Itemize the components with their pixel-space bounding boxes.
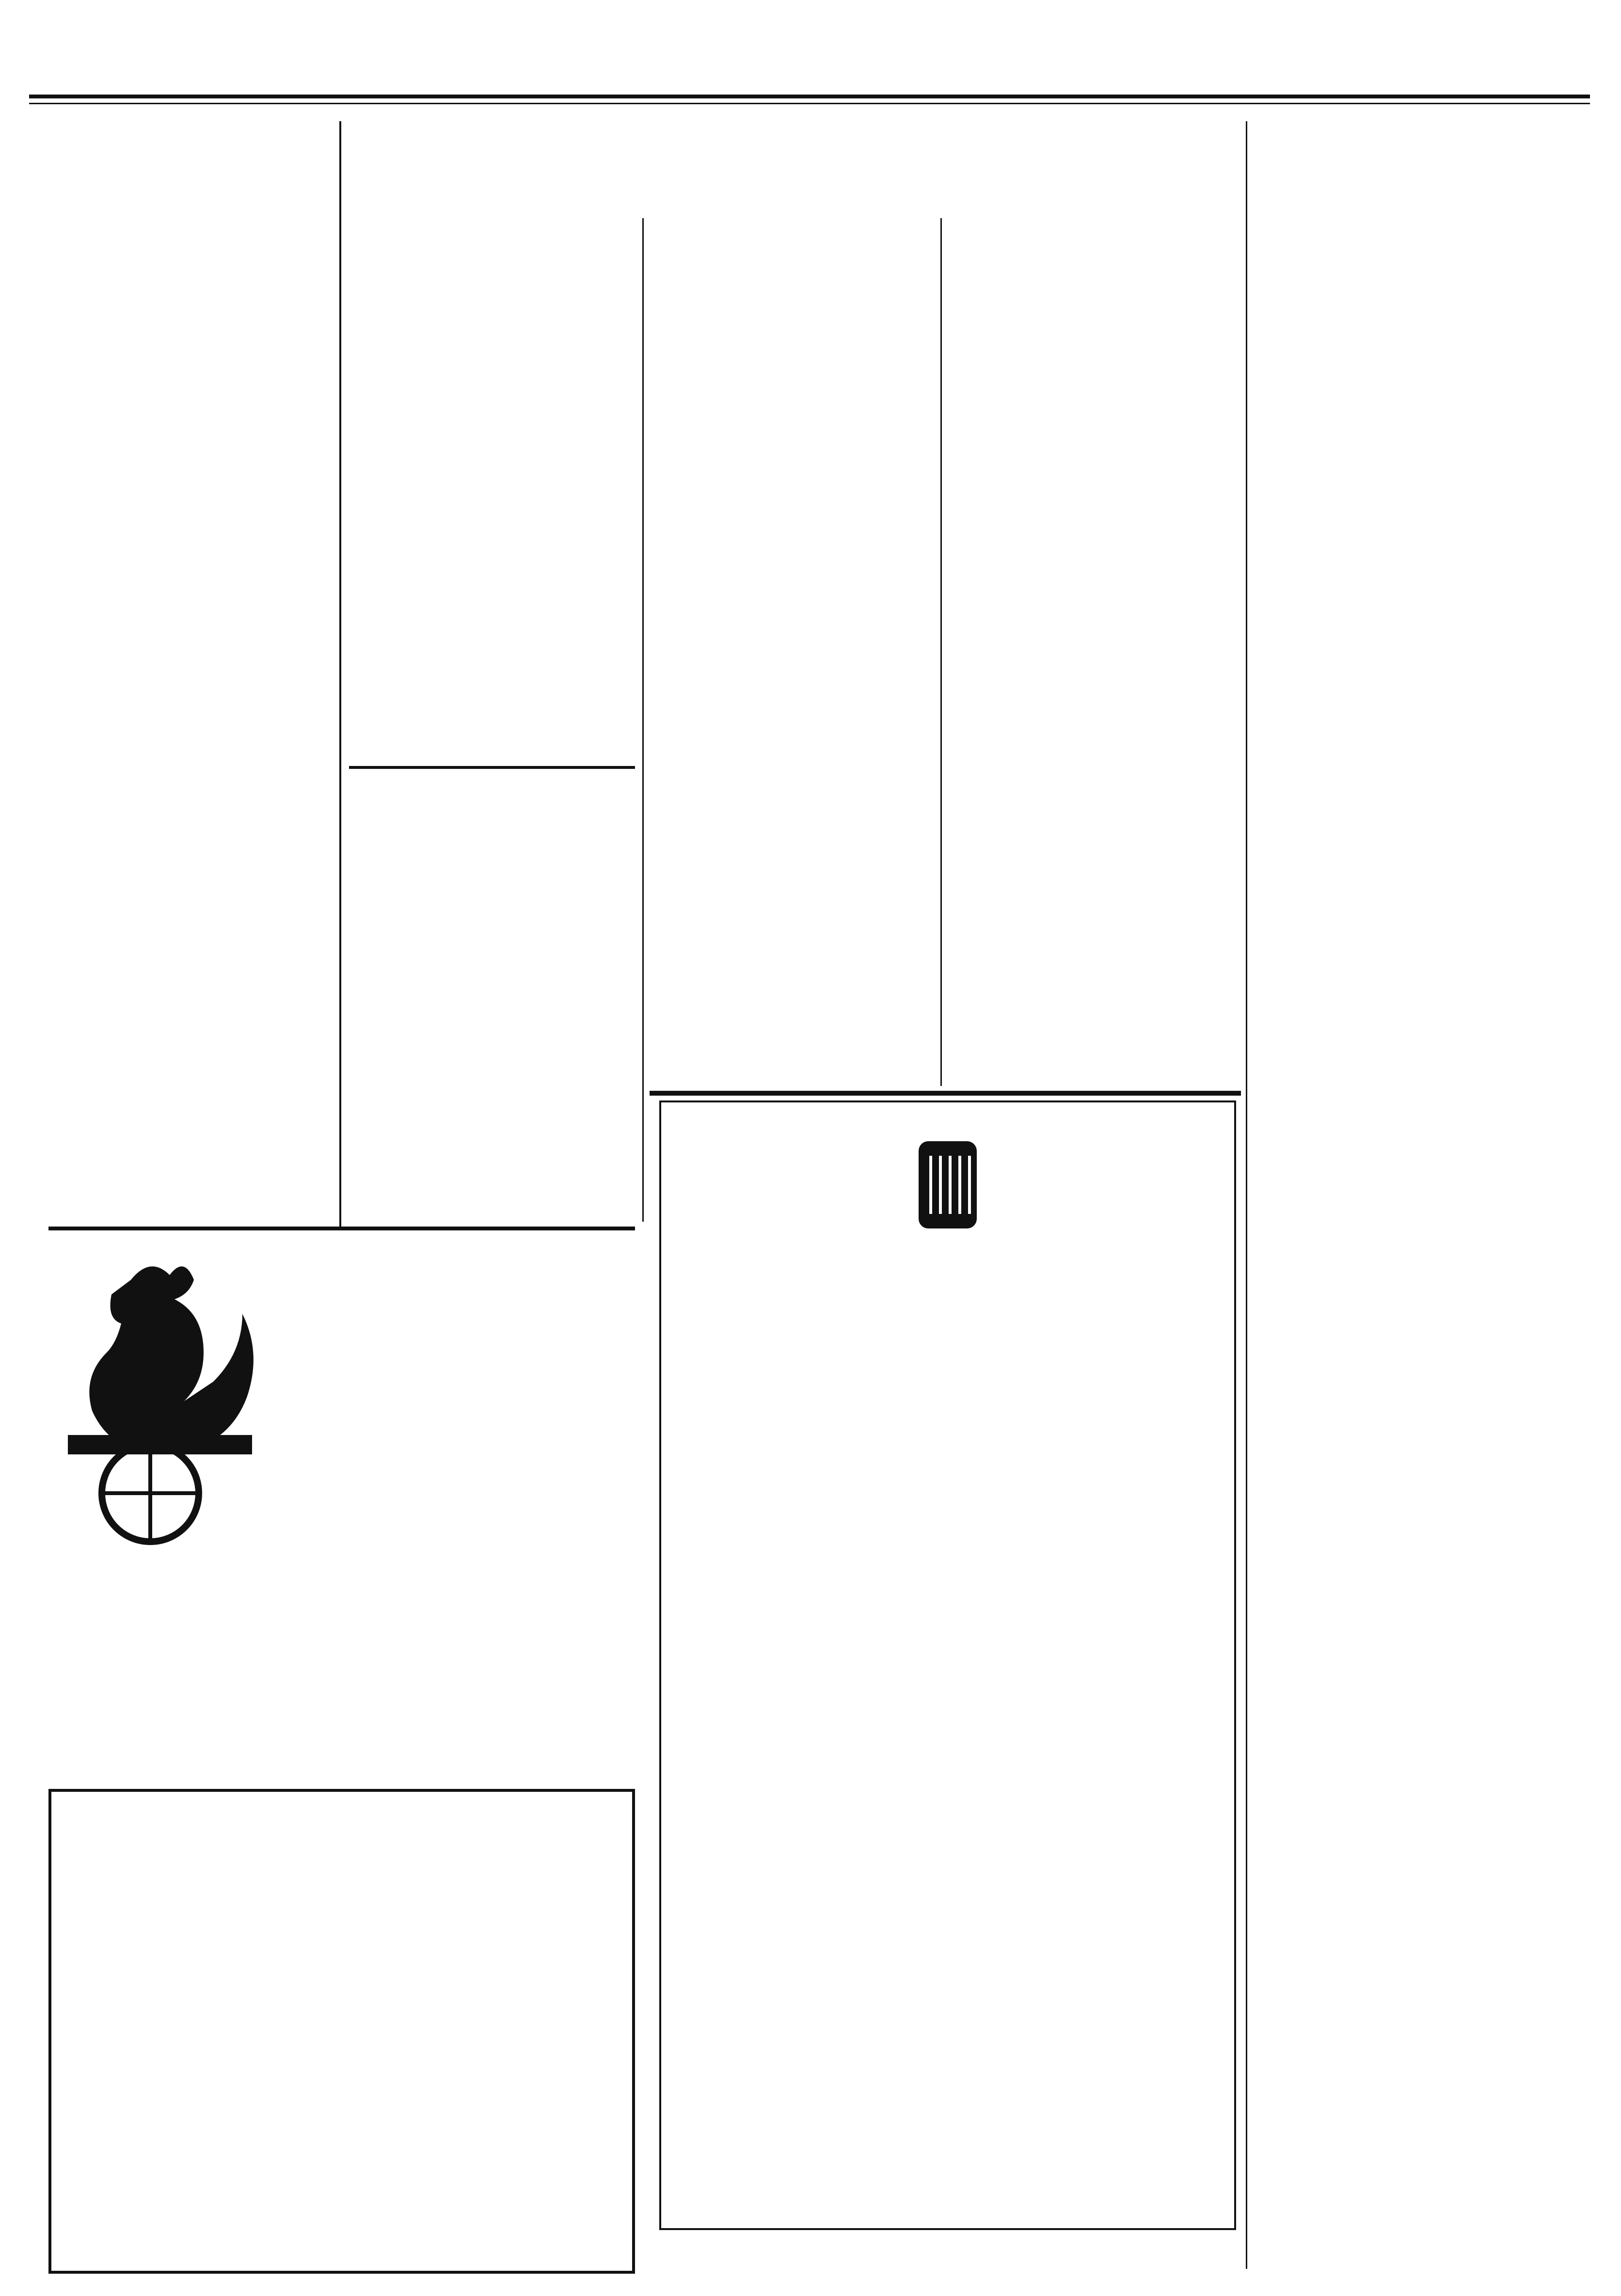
travassos-ad [48, 1241, 635, 1779]
gama-prize-line [51, 1797, 632, 1875]
tiradas-col [950, 218, 1241, 1086]
rooster-icon [58, 1251, 262, 1551]
carimbo-stamp-icon [914, 1136, 982, 1233]
col-rule-1 [339, 121, 341, 1227]
atropelado-article [349, 776, 635, 1222]
header-rule-thin [29, 103, 1590, 104]
lottery-results [1253, 121, 1563, 2274]
casa-sorte-ad [659, 1100, 1236, 2230]
gama-ad [48, 1789, 635, 2274]
vila-vicosa-note [48, 1164, 330, 1217]
volta-col2 [650, 218, 936, 1086]
header-rule [29, 95, 1590, 98]
pequenas-noticias [48, 121, 330, 1222]
volta-col1 [349, 218, 635, 766]
volta-title-wrap [349, 116, 1246, 213]
page-header [29, 29, 1590, 82]
